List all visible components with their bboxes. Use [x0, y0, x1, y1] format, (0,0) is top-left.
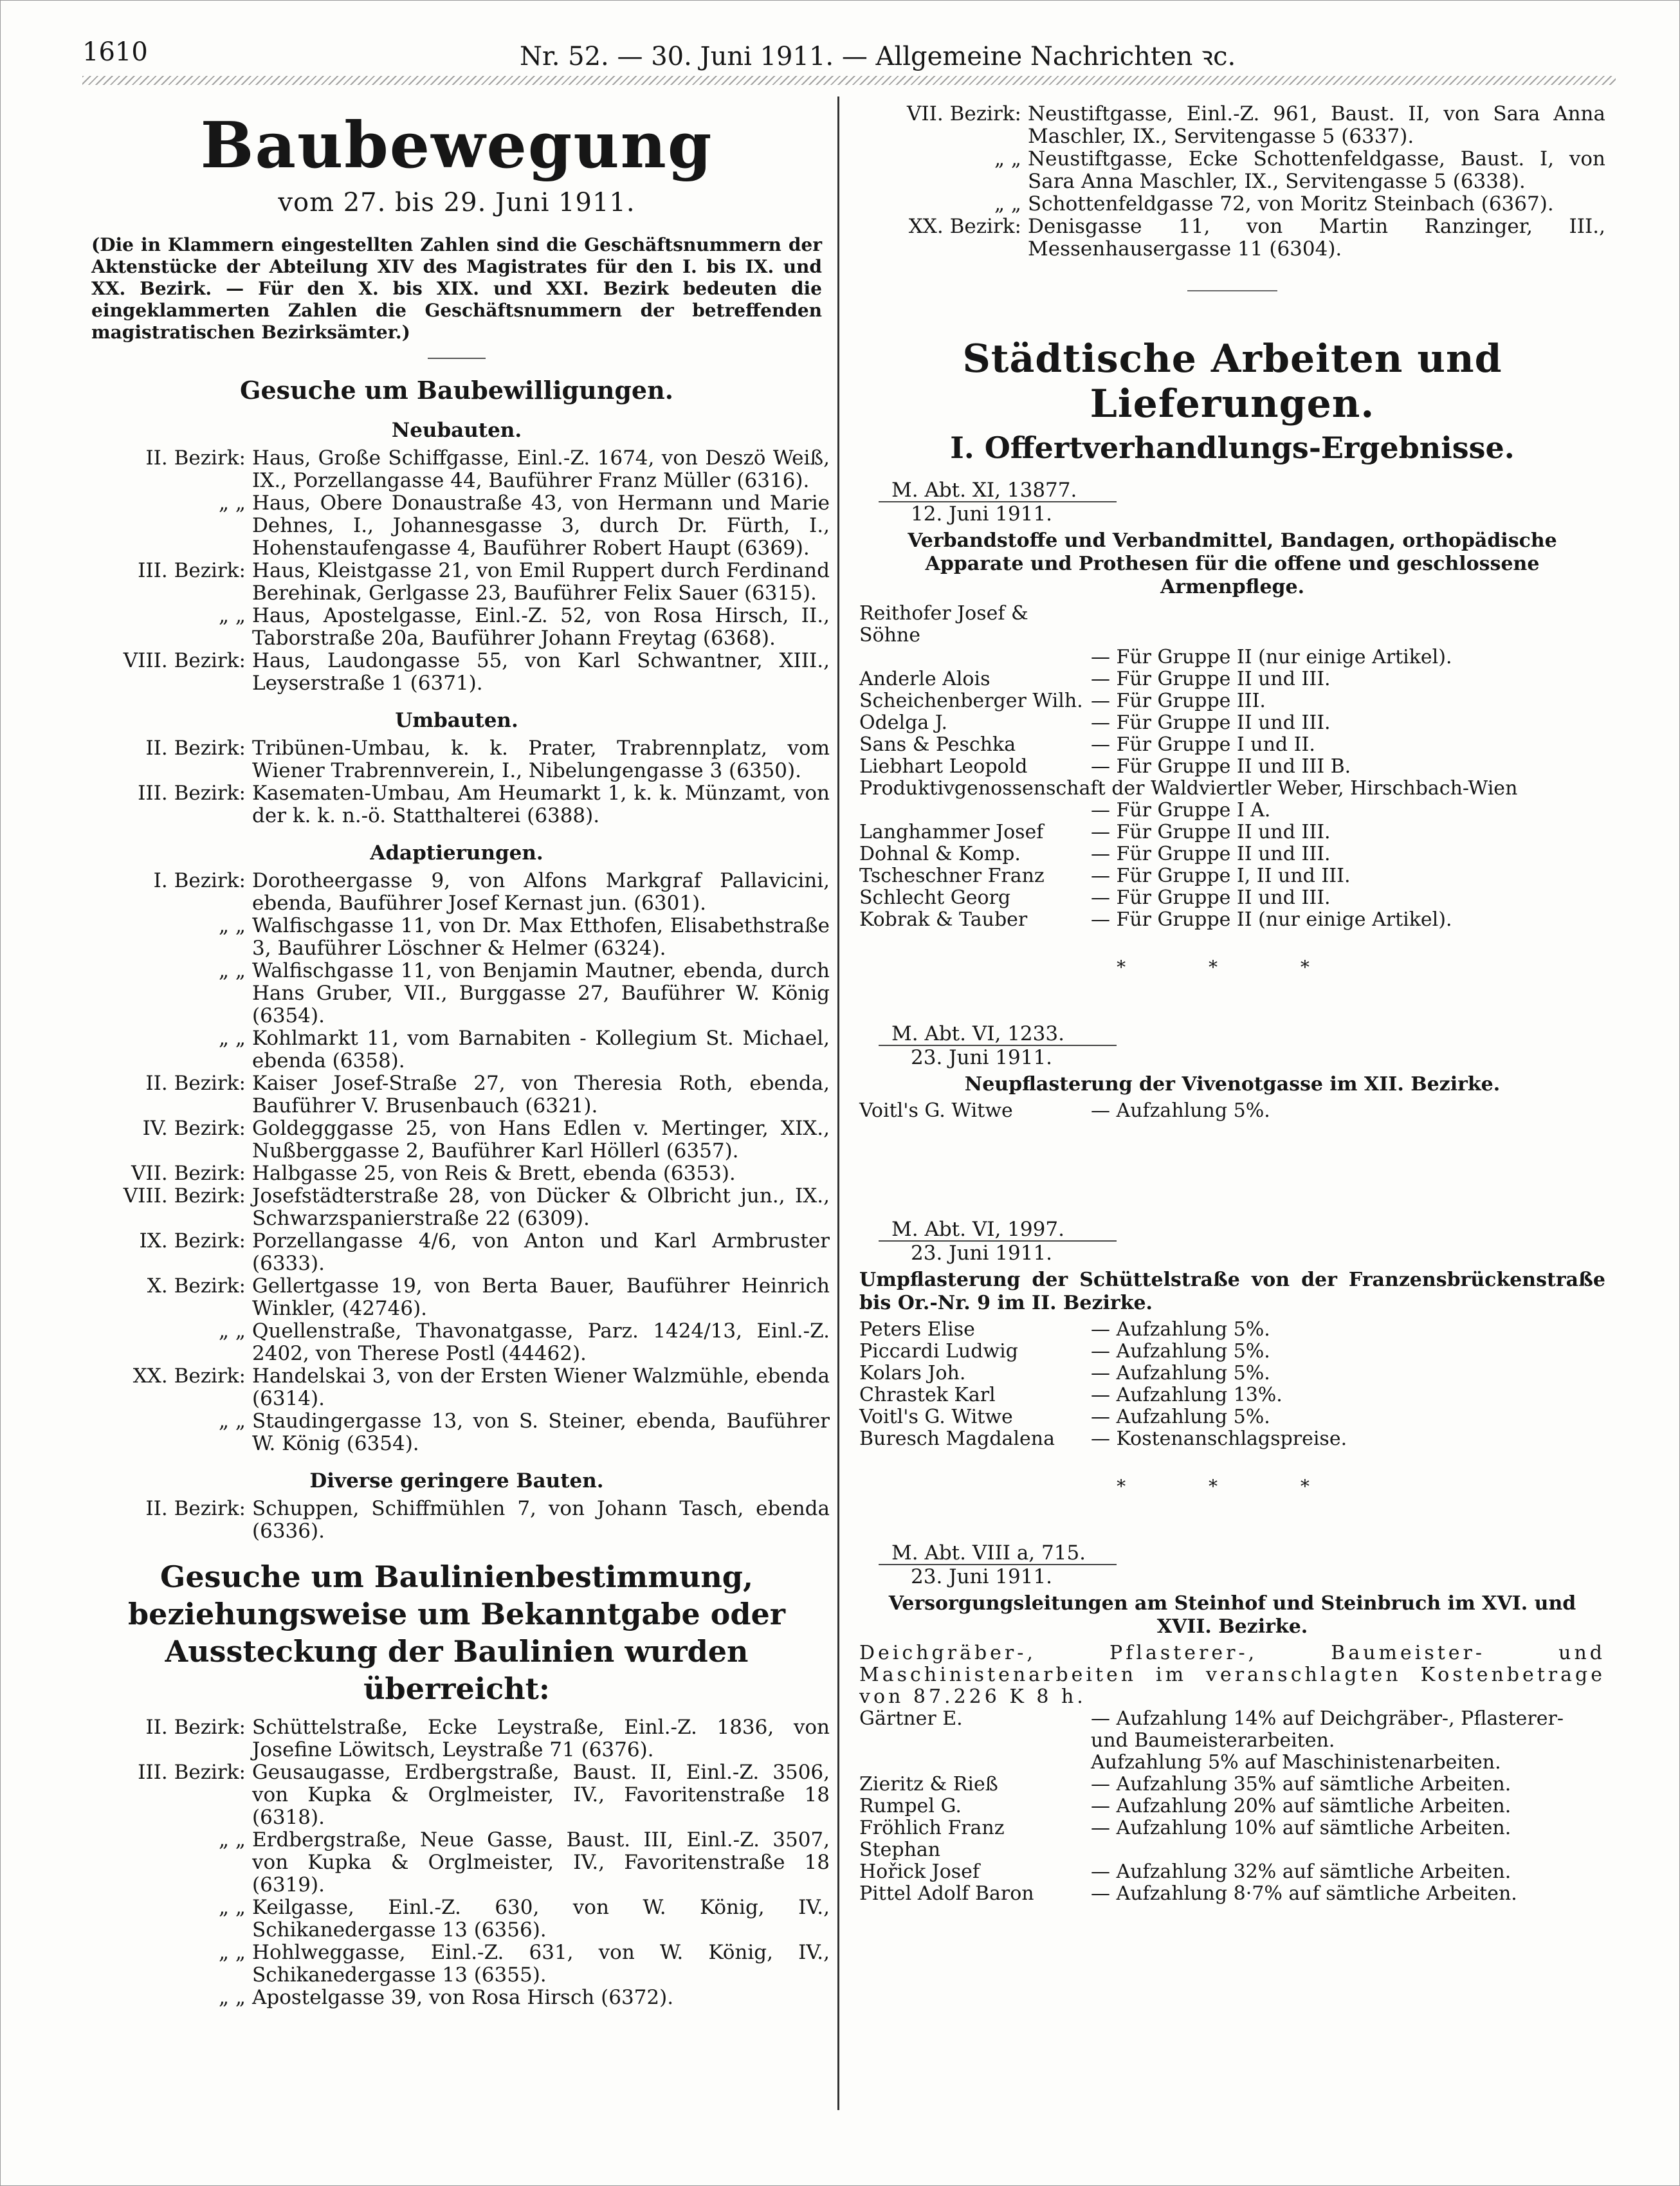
heading-neubauten: Neubauten.: [391, 419, 522, 442]
list-item: „ „ Haus, Apostelgasse, Einl.-Z. 52, von Rosa Hirsch, II., Taborstraße 20a, Bauführer Johann Freytag (6368).: [219, 604, 830, 650]
page-number: 1610: [82, 37, 148, 67]
diverse-list: [84, 1498, 830, 1543]
table-row: Voitl's G. Witwe — Aufzahlung 5%.: [859, 1099, 1270, 1122]
arbeiten-title: Städtische Arbeiten und Lieferungen.: [962, 336, 1502, 427]
list-item: XX. Bezirk: Denisgasse 11, von Martin Ranzinger, III., Messenhausergasse 11 (6304).: [908, 215, 1605, 261]
offer-title: Verbandstoffe und Verbandmittel, Bandagen, orthopädische Apparate und Prothesen für die offene und geschlossene Armenpflege.: [908, 529, 1557, 598]
list-item: III. Bezirk: Geusaugasse, Erdbergstraße, Baust. II, Einl.-Z. 3506, von Kupka & Orglmeister, IV., Favoritenstraße 18 (6318).: [138, 1761, 830, 1829]
list-item: III. Bezirk: Haus, Kleistgasse 21, von Emil Ruppert durch Ferdinand Berehinak, Gerlgasse 23, Bauführer Felix Sauer (6315).: [138, 559, 830, 605]
list-item: „ „ Quellenstraße, Thavonatgasse, Parz. 1424/13, Einl.-Z. 2402, von Therese Postl (44462).: [219, 1319, 830, 1365]
baulinien-list: [84, 1716, 830, 2009]
list-item: „ „ Erdbergstraße, Neue Gasse, Baust. III, Einl.-Z. 3507, von Kupka & Orglmeister, IV., Favoritenstraße 18 (6319).: [219, 1828, 830, 1897]
adaptierungen-list: [84, 870, 830, 1455]
offer-title: Neupflasterung der Vivenotgasse im XII. Bezirke.: [964, 1073, 1501, 1096]
table-row: Rumpel G. — Aufzahlung 20% auf sämtliche Arbeiten.: [859, 1795, 1511, 1817]
list-item: X. Bezirk: Gellertgasse 19, von Berta Bauer, Bauführer Heinrich Winkler, (42746).: [147, 1274, 830, 1320]
table-row: Chrastek Karl — Aufzahlung 13%.: [859, 1384, 1283, 1406]
department-ref: M. Abt. XI, 13877.: [879, 479, 1117, 502]
offer-block: [859, 1023, 1605, 1122]
right-column: [859, 96, 1605, 1905]
table-row: Scheichenberger Wilh. — Für Gruppe III.: [859, 690, 1266, 712]
table-row: Hořick Josef — Aufzahlung 32% auf sämtliche Arbeiten.: [859, 1860, 1511, 1883]
table-row: — Für Gruppe II (nur einige Artikel).: [1091, 646, 1452, 668]
table-row: Peters Elise — Aufzahlung 5%.: [859, 1318, 1270, 1341]
list-item: IV. Bezirk: Goldegggasse 25, von Hans Edlen v. Mertinger, XIX., Nußberggasse 2, Bauführer Karl Höllerl (6357).: [142, 1117, 830, 1162]
table-row: Produktivgenossenschaft der Waldviertler Weber, Hirschbach-Wien: [859, 777, 1518, 800]
list-item: VIII. Bezirk: Josefstädterstraße 28, von Dücker & Olbricht jun., IX., Schwarzspanierstraße 22 (6309).: [123, 1184, 830, 1230]
table-row: Piccardi Ludwig — Aufzahlung 5%.: [859, 1340, 1270, 1363]
table-row: Dohnal & Komp. — Für Gruppe II und III.: [859, 843, 1331, 865]
table-row: Gärtner E. — Aufzahlung 14% auf Deichgräber-, Pflasterer- und Baumeisterarbeiten.: [859, 1707, 1564, 1752]
table-row: Pittel Adolf Baron — Aufzahlung 8·7% auf sämtliche Arbeiten.: [859, 1882, 1517, 1905]
arbeiten-subtitle: I. Offertverhandlungs-Ergebnisse.: [950, 430, 1515, 465]
section-baubewilligungen: Gesuche um Baubewilligungen.: [240, 376, 673, 405]
department-ref: M. Abt. VI, 1233.: [879, 1023, 1117, 1046]
heading-diverse: Diverse geringere Bauten.: [309, 1469, 604, 1493]
list-item: VIII. Bezirk: Haus, Laudongasse 55, von Karl Schwantner, XIII., Leyserstraße 1 (6371).: [123, 649, 830, 695]
list-item: „ „ Keilgasse, Einl.-Z. 630, von W. König, IV., Schikanedergasse 13 (6356).: [219, 1896, 830, 1942]
divider: [1187, 290, 1277, 291]
table-row: Kolars Joh. — Aufzahlung 5%.: [859, 1362, 1270, 1384]
left-column: [84, 96, 830, 2009]
neubauten-list: [84, 447, 830, 695]
list-item: II. Bezirk: Kaiser Josef-Straße 27, von Theresia Roth, ebenda, Bauführer V. Brusenbauch (6321).: [145, 1072, 830, 1117]
list-item: II. Bezirk: Schuppen, Schiffmühlen 7, von Johann Tasch, ebenda (6336).: [145, 1497, 830, 1543]
table-row: Reithofer Josef & Söhne: [859, 602, 1028, 647]
running-title: Nr. 52. — 30. Juni 1911. — Allgemeine Nachrichten ꝛc.: [520, 42, 1236, 71]
heading-umbauten: Umbauten.: [395, 709, 518, 732]
list-item: „ „ Apostelgasse 39, von Rosa Hirsch (6372).: [219, 1986, 674, 2009]
table-row: Voitl's G. Witwe — Aufzahlung 5%.: [859, 1406, 1270, 1428]
section-baulinien: Gesuche um Baulinienbestimmung, beziehungsweise um Bekanntgabe oder Aussteckung der Baulinien wurden überreicht:: [127, 1559, 786, 1706]
list-item: „ „ Haus, Obere Donaustraße 43, von Hermann und Marie Dehnes, I., Johannesgasse 3, durch Dr. Fürth, I., Hohenstaufengasse 4, Bauführer Robert Haupt (6369).: [219, 491, 830, 560]
table-row: Zieritz & Rieß — Aufzahlung 35% auf sämtliche Arbeiten.: [859, 1773, 1511, 1796]
list-item: „ „ Schottenfeldgasse 72, von Moritz Steinbach (6367).: [994, 192, 1554, 216]
table-row: Sans & Peschka — Für Gruppe I und II.: [859, 733, 1315, 756]
offer-block: [859, 479, 1605, 931]
separator-stars: * * *: [1117, 957, 1348, 978]
table-row: — Für Gruppe I A.: [1091, 799, 1271, 822]
separator-stars: * * *: [1117, 1476, 1348, 1497]
list-item: „ „ Staudingergasse 13, von S. Steiner, ebenda, Bauführer W. König (6354).: [219, 1410, 830, 1455]
offer-date: 12. Juni 1911.: [911, 502, 1053, 526]
table-row: Odelga J. — Für Gruppe II und III.: [859, 712, 1331, 734]
list-item: II. Bezirk: Tribünen-Umbau, k. k. Prater, Trabrennplatz, vom Wiener Trabrennverein, I., Nibelungengasse 3 (6350).: [145, 737, 830, 782]
table-row: Schlecht Georg — Für Gruppe II und III.: [859, 886, 1331, 909]
baubewegung-subtitle: vom 27. bis 29. Juni 1911.: [278, 188, 635, 217]
page-header: [82, 33, 1616, 72]
umbauten-list: [84, 737, 830, 827]
list-item: „ „ Hohlweggasse, Einl.-Z. 631, von W. König, IV., Schikanedergasse 13 (6355).: [219, 1941, 830, 1987]
list-item: I. Bezirk: Dorotheergasse 9, von Alfons Markgraf Pallavicini, ebenda, Bauführer Josef Kernast jun. (6301).: [153, 869, 830, 915]
column-divider: [837, 96, 839, 2110]
explanatory-note: (Die in Klammern eingestellten Zahlen sind die Geschäftsnummern der Aktenstücke der Abteilung XIV des Magistrates für den I. bis IX. und XX. Bezirk. — Für den X. bis XIX. und XXI. Bezirk bedeuten die eingeklammerten Zahlen die Geschäftsnummern der betreffenden magistratischen Bezirksämter.): [91, 234, 822, 343]
department-ref: M. Abt. VI, 1997.: [879, 1218, 1117, 1242]
list-item: „ „ Walfischgasse 11, von Dr. Max Etthofen, Elisabethstraße 3, Bauführer Löschner & Helmer (6324).: [219, 914, 830, 960]
list-item: „ „ Walfischgasse 11, von Benjamin Mautner, ebenda, durch Hans Gruber, VII., Burggasse 27, Bauführer W. König (6354).: [219, 959, 830, 1027]
list-item: II. Bezirk: Haus, Große Schiffgasse, Einl.-Z. 1674, von Deszö Weiß, IX., Porzellangasse 44, Bauführer Franz Müller (6316).: [145, 446, 830, 492]
divider: [428, 358, 486, 359]
offer-block: [859, 1218, 1605, 1450]
department-ref: M. Abt. VIII a, 715.: [879, 1542, 1117, 1565]
offer-block: [859, 1542, 1605, 1905]
baubewegung-title: Baubewegung: [200, 109, 713, 183]
list-item: „ „ Kohlmarkt 11, vom Barnabiten - Kollegium St. Michael, ebenda (6358).: [219, 1027, 830, 1072]
offer-title: Versorgungsleitungen am Steinhof und Steinbruch im XVI. und XVII. Bezirke.: [888, 1592, 1576, 1638]
list-item: IX. Bezirk: Porzellangasse 4/6, von Anton und Karl Armbruster (6333).: [139, 1229, 830, 1275]
list-item: VII. Bezirk: Halbgasse 25, von Reis & Brett, ebenda (6353).: [131, 1162, 736, 1185]
continued-list: [859, 103, 1605, 261]
list-item: „ „ Neustiftgasse, Ecke Schottenfeldgasse, Baust. I, von Sara Anna Maschler, IX., Servitengasse 5 (6338).: [994, 147, 1605, 193]
offer-title: Umpflasterung der Schüttelstraße von der Franzensbrückenstraße bis Or.-Nr. 9 im II. Bezirke.: [859, 1269, 1605, 1314]
list-item: XX. Bezirk: Handelskai 3, von der Ersten Wiener Walzmühle, ebenda (6314).: [132, 1364, 830, 1410]
offer-intro: Deichgräber-, Pflasterer-, Baumeister- und Maschinistenarbeiten im veranschlagten Kostenbetrage von 87.226 K 8 h.: [859, 1642, 1605, 1708]
list-item: III. Bezirk: Kasematen-Umbau, Am Heumarkt 1, k. k. Münzamt, von der k. k. n.-ö. Statthalterei (6388).: [138, 782, 830, 827]
table-row: Tscheschner Franz — Für Gruppe I, II und III.: [859, 865, 1351, 887]
list-item: VII. Bezirk: Neustiftgasse, Einl.-Z. 961, Baust. II, von Sara Anna Maschler, IX., Servitengasse 5 (6337).: [906, 102, 1605, 148]
table-row: Buresch Magdalena — Kostenanschlagspreise.: [859, 1428, 1347, 1450]
offer-date: 23. Juni 1911.: [911, 1565, 1053, 1588]
table-row: Kobrak & Tauber — Für Gruppe II (nur einige Artikel).: [859, 908, 1452, 931]
table-row: Anderle Alois — Für Gruppe II und III.: [859, 668, 1331, 690]
table-row: Langhammer Josef — Für Gruppe II und III.: [859, 821, 1331, 843]
list-item: II. Bezirk: Schüttelstraße, Ecke Leystraße, Einl.-Z. 1836, von Josefine Löwitsch, Leystraße 71 (6376).: [145, 1716, 830, 1761]
offer-date: 23. Juni 1911.: [911, 1242, 1053, 1265]
table-row: Liebhart Leopold — Für Gruppe II und III B.: [859, 755, 1351, 778]
heading-adaptierungen: Adaptierungen.: [370, 841, 543, 865]
table-row: Fröhlich Franz Stephan — Aufzahlung 10% auf sämtliche Arbeiten.: [859, 1817, 1511, 1861]
header-rule: [82, 76, 1616, 85]
offer-date: 23. Juni 1911.: [911, 1046, 1053, 1069]
table-row: Aufzahlung 5% auf Maschinistenarbeiten.: [1091, 1751, 1501, 1774]
